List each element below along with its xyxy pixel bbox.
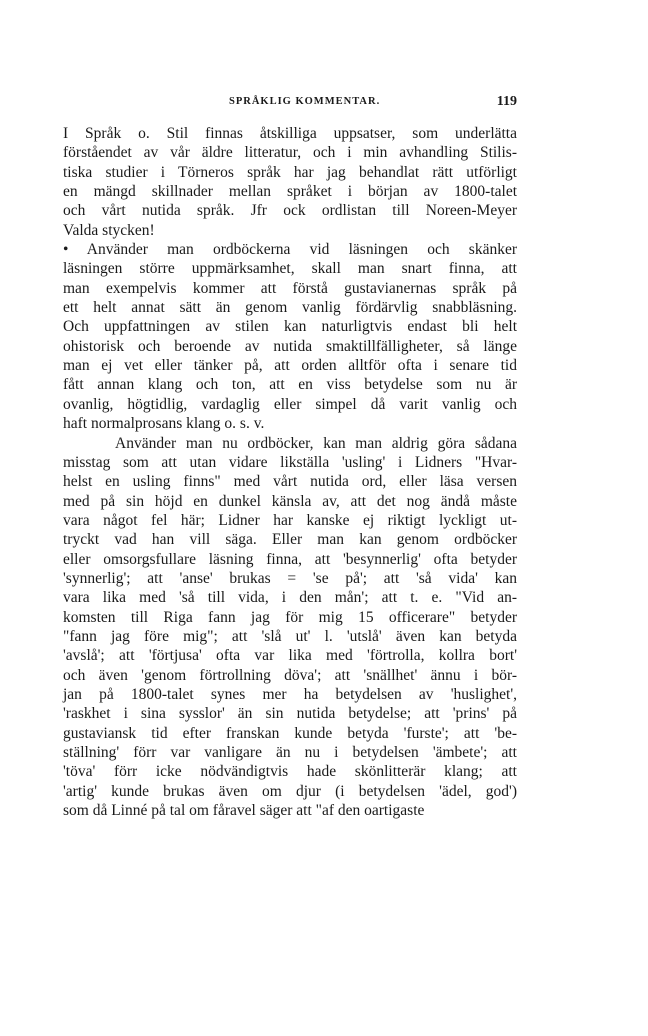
text-line: I Språk o. Stil finnas åtskilliga uppsatser, som underlätta (63, 125, 517, 142)
text-line: tiska studier i Törneros språk har jag behandlat rätt utförligt (63, 163, 517, 181)
text-line: Använder man nu ordböcker, kan man aldrig göra sådana (115, 434, 517, 452)
text-line: ohistorisk och beroende av nutida smaktillfälligheter, så länge (63, 337, 517, 355)
paragraph (63, 434, 517, 821)
page-number: 119 (496, 94, 517, 109)
page-header (63, 94, 517, 114)
text-line: och vårt nutida språk. Jfr ock ordlistan till Noreen-Meyer (63, 202, 517, 220)
text-line: ovanlig, högtidlig, vardaglig eller simpel då varit vanlig och (63, 395, 517, 413)
text-line: misstag som att utan vidare likställa 'usling' i Lidners "Hvar- (63, 453, 517, 471)
text-line: 'raskhet i sina sysslor' än sin nutida betydelse; att 'prins' på (63, 705, 517, 723)
text-line: vara lika med 'så till vida, i den mån'; att t. e. "Vid an- (63, 589, 517, 607)
text-line: en mängd skillnader mellan språket i början av 1800-talet (63, 183, 517, 201)
text-line: eller omsorgsfullare läsning finna, att 'besynnerlig' ofta betyder (63, 550, 517, 568)
text-line: ett helt annat sätt än genom vanlig fördärvlig snabbläsning. (63, 299, 517, 317)
text-line: man ej vet eller tänker på, att orden alltför ofta i senare tid (63, 357, 517, 375)
running-title: SPRÅKLIG KOMMENTAR. (229, 96, 381, 107)
text-line: man exempelvis kommer att förstå gustavianernas språk på (63, 279, 517, 297)
text-line: läsningen större uppmärksamhet, skall man snart finna, att (63, 260, 517, 278)
text-line: helst en usling finns" med vårt nutida ord, eller läsa versen (63, 473, 517, 491)
text-line: och även 'genom förtrollning döva'; att 'snällhet' ännu i bör- (63, 666, 517, 684)
text-line: som då Linné på tal om fåravel säger att "af den oartigaste (63, 802, 425, 820)
text-line: fått annan klang och ton, att en viss betydelse som nu är (63, 376, 517, 394)
body-text (63, 124, 517, 820)
text-line: komsten till Riga fann jag för mig 15 officerare" betyder (63, 608, 517, 626)
text-line: 'synnerlig'; att 'anse' brukas = 'se på'; att 'så vida' kan (63, 569, 517, 587)
text-line: • Använder man ordböckerna vid läsningen och skänker (63, 241, 517, 259)
text-line: Och uppfattningen av stilen kan naturligtvis endast bli helt (63, 318, 517, 336)
text-line: med på sin höjd en dunkel känsla av, att det nog ändå måste (63, 492, 517, 510)
text-line: 'artig' kunde brukas även om djur (i betydelsen 'ädel, god') (63, 782, 517, 800)
text-line: gustaviansk tid efter franskan kunde betyda 'furste'; att 'be- (63, 724, 517, 742)
paragraph (63, 240, 517, 433)
text-line: ställning' förr var vanligare än nu i betydelsen 'ämbete'; att (63, 744, 517, 761)
text-line: vara något fel här; Lidner har kanske ej riktigt lyckligt ut- (63, 511, 517, 529)
text-line: tryckt vad han vill säga. Eller man kan genom ordböcker (63, 531, 517, 549)
text-line: 'avslå'; att 'förtjusa' ofta var lika med 'förtrolla, kollra bort' (63, 647, 517, 665)
text-line: förståendet av vår äldre litteratur, och i min avhandling Stilis- (63, 144, 517, 162)
text-line: jan på 1800-talet synes mer ha betydelsen av 'huslighet', (63, 685, 517, 703)
text-line: "fann jag före mig"; att 'slå ut' l. 'utslå' även kan betyda (63, 627, 517, 645)
text-line: haft normalprosans klang o. s. v. (63, 415, 265, 433)
text-line: 'töva' förr icke nödvändigtvis hade skönlitterär klang; att (63, 763, 517, 781)
text-line: Valda stycken! (63, 221, 155, 239)
paragraph (63, 124, 517, 240)
